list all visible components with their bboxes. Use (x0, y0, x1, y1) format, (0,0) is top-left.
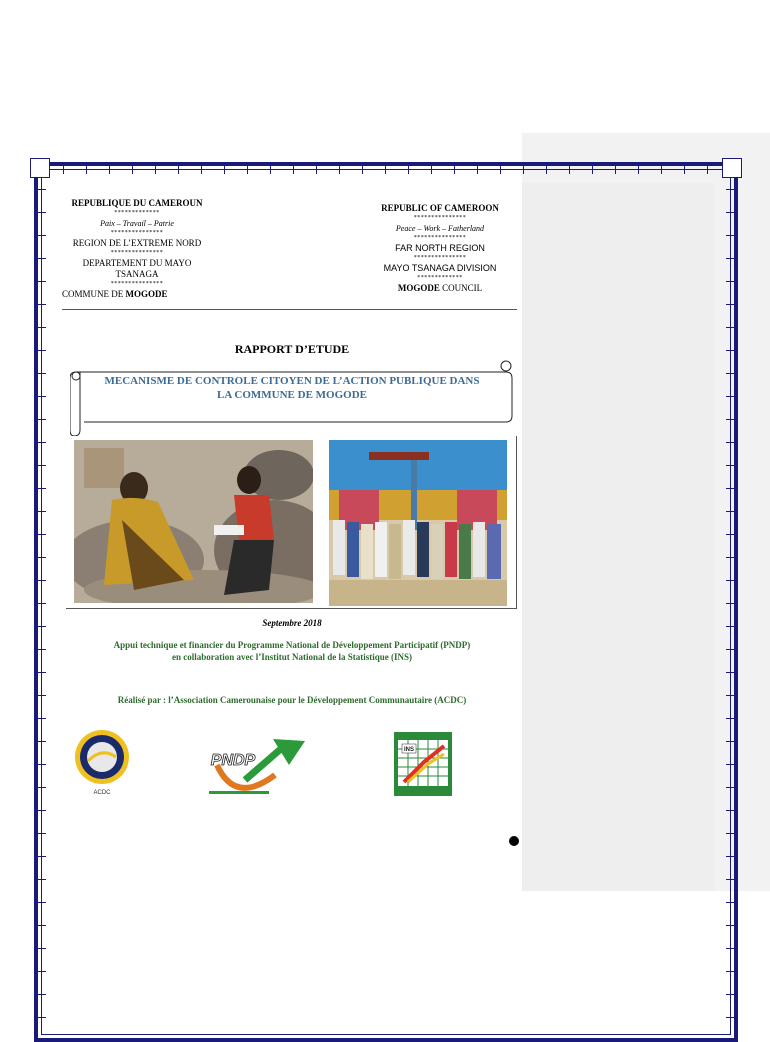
separator: *************** (413, 215, 467, 221)
border-rail-right (726, 166, 734, 1026)
support-line1: Appui technique et financier du Programme National de Développement Participatif (PNDP) (113, 640, 471, 650)
people-group (333, 520, 501, 579)
separator: ************* (417, 275, 463, 281)
report-date: Septembre 2018 (262, 618, 322, 628)
photo-group-meeting (329, 440, 507, 606)
council-name: MOGODE (397, 283, 440, 293)
bullet-marker (509, 836, 519, 846)
region-fr: REGION DE L’EXTREME NORD (72, 238, 202, 248)
council-suffix: COUNCIL (439, 283, 483, 293)
separator: *************** (110, 250, 164, 256)
border-rail-left (38, 166, 46, 1026)
department-line2: TSANAGA (115, 269, 159, 279)
region-en: FAR NORTH REGION (395, 243, 485, 253)
border-corner-top-left (30, 158, 50, 178)
pndp-logo-text: PNDP (210, 752, 256, 769)
banner-title (82, 374, 502, 402)
photo-women-interview-image (74, 440, 313, 603)
ins-logo (394, 732, 452, 796)
banner-title-line2: LA COMMUNE DE MOGODE (216, 389, 368, 401)
country-en: REPUBLIC OF CAMEROON (381, 203, 499, 213)
acdc-logo (74, 727, 130, 797)
division-en: MAYO TSANAGA DIVISION (383, 263, 497, 273)
motto-en: Peace – Work – Fatherland (395, 224, 485, 233)
separator: *************** (413, 235, 467, 241)
header-rule (62, 309, 517, 310)
photo-group-meeting-image (329, 440, 507, 606)
separator: *************** (110, 230, 164, 236)
separator: ************* (114, 210, 160, 216)
support-statement (62, 639, 522, 663)
separator: *************** (413, 255, 467, 261)
council-en (370, 283, 510, 294)
header-english (370, 203, 510, 294)
commune-prefix: COMMUNE DE (62, 289, 126, 299)
border-rail-top (40, 166, 732, 174)
header-french (62, 198, 212, 300)
banner-title-line1: MECANISME DE CONTROLE CITOYEN DE L’ACTION PUBLIQUE DANS (104, 375, 480, 387)
commune-name: MOGODE (125, 289, 168, 299)
department-line1: DEPARTEMENT DU MAYO (82, 258, 192, 268)
separator: *************** (110, 281, 164, 287)
border-corner-top-right (722, 158, 742, 178)
author-statement: Réalisé par : l’Association Camerounaise pour le Développement Communautaire (ACDC) (117, 695, 467, 705)
acdc-logo-text: ACDC (93, 790, 111, 796)
country-fr: REPUBLIQUE DU CAMEROUN (71, 198, 203, 208)
ins-logo-text: INS (403, 747, 415, 753)
pndp-logo (205, 735, 310, 797)
support-line2: en collaboration avec l’Institut National de la Statistique (INS) (171, 652, 412, 662)
commune-fr (62, 289, 212, 300)
photo-women-interview (74, 440, 313, 603)
motto-fr: Paix – Travail – Patrie (100, 219, 174, 228)
report-title: RAPPORT D’ETUDE (234, 342, 350, 356)
